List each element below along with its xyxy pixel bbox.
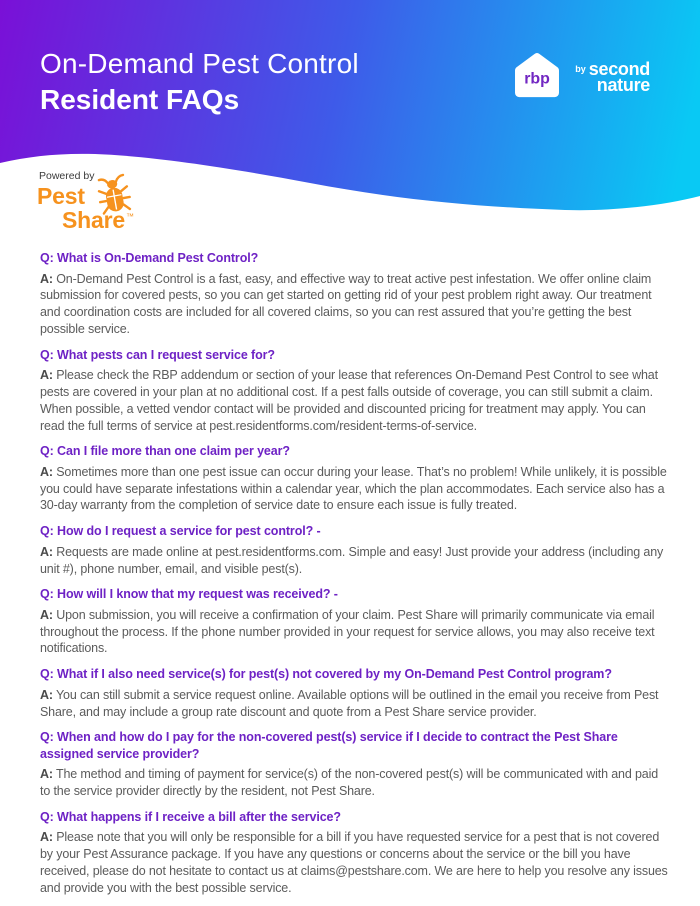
faq-question: Q: What if I also need service(s) for pest(s) not covered by my On-Demand Pest Control program? <box>40 667 612 682</box>
faq-question: Q: What happens if I receive a bill after the service? <box>40 809 341 824</box>
faq-item <box>40 729 670 800</box>
answer-prefix: A: <box>40 368 53 383</box>
faq-answer <box>40 687 670 721</box>
faq-answer <box>40 271 670 338</box>
faq-question: Q: What is On-Demand Pest Control? <box>40 251 259 265</box>
pest-share-wordmark-line1: Pest <box>37 183 85 209</box>
pest-share-logo <box>37 168 207 240</box>
faq-question: Q: How will I know that my request was received? - <box>40 587 338 602</box>
faq-item <box>40 586 670 657</box>
faq-item <box>40 347 670 435</box>
answer-prefix: A: <box>40 464 53 479</box>
faq-item <box>40 523 670 577</box>
powered-by-label: Powered by <box>39 170 95 182</box>
answer-text: The method and timing of payment for service(s) of the non-covered pest(s) will be communicated with and paid to the service provider directly by the resident, not Pest Share. <box>40 767 658 799</box>
faq-list <box>0 220 700 897</box>
second-nature-wordmark <box>575 61 650 93</box>
answer-text: Upon submission, you will receive a confirmation of your claim. Pest Share will primarily communicate via email throughout the process. If the phone number provided in your request for service allows, you may also receive text notifications. <box>40 607 655 656</box>
logo-brand-line1: second <box>588 59 650 79</box>
faq-answer <box>40 766 670 800</box>
faq-question: Q: How do I request a service for pest control? - <box>40 524 321 539</box>
answer-text: Sometimes more than one pest issue can occur during your lease. That’s no problem! While unlikely, it is possible you could have separate infestations within a calendar year, which the plan accommodates. Each service also has a 30-day warranty from the completion of service date to ensure each issue is fully treated. <box>40 464 667 513</box>
faq-question: Q: Can I file more than one claim per year? <box>40 444 290 459</box>
answer-prefix: A: <box>40 607 53 622</box>
answer-prefix: A: <box>40 687 53 702</box>
faq-answer <box>40 607 670 657</box>
answer-text: On-Demand Pest Control is a fast, easy, and effective way to treat active pest infestation. We offer online claim submission for covered pests, so you can get started on getting rid of your pest problem right away. Our treatment and coordination costs are included for all covered claims, so you can rest assured that you’re getting the best possible service. <box>40 271 652 336</box>
trademark-symbol: ™ <box>125 212 134 221</box>
answer-text: Please check the RBP addendum or section of your lease that references On-Demand Pest Control to see what pests are covered in your plan at no additional cost. If a pest falls outside of coverage, you can still submit a claim. When possible, a vetted vendor contact will be provided and discounted pricing for treatment may apply. You can read the full terms of service at pest.residentforms.com/resident-terms-of-service. <box>40 368 658 433</box>
answer-prefix: A: <box>40 830 53 845</box>
faq-question: Q: What pests can I request service for? <box>40 347 275 362</box>
pest-share-wordmark-line2: Share™ <box>62 207 134 233</box>
answer-text: You can still submit a service request online. Available options will be outlined in the email you receive from Pest Share, and may include a group rate discount and quote from a Pest Share service provider. <box>40 687 659 719</box>
faq-item <box>40 666 670 720</box>
title-block <box>40 46 508 118</box>
header-content <box>0 0 700 118</box>
document-title: On-Demand Pest Control <box>40 48 359 79</box>
faq-question: Q: When and how do I pay for the non-covered pest(s) service if I decide to contract the Pest Share assigned service provider? <box>40 730 618 761</box>
rbp-house-badge-icon <box>508 48 566 106</box>
document-subtitle: Resident FAQs <box>40 84 240 115</box>
faq-item <box>40 250 670 338</box>
faq-item <box>40 809 670 897</box>
rbp-second-nature-logo <box>508 48 650 106</box>
faq-answer <box>40 464 670 514</box>
faq-answer <box>40 829 670 896</box>
faq-answer <box>40 367 670 434</box>
answer-prefix: A: <box>40 544 53 559</box>
faq-answer <box>40 544 670 578</box>
answer-text: Requests are made online at pest.residentforms.com. Simple and easy! Just provide your address (including any unit #), phone number, email, and visible pest(s). <box>40 544 664 576</box>
logo-brand-line2: nature <box>596 75 650 95</box>
answer-prefix: A: <box>40 271 53 286</box>
rbp-logo-text: rbp <box>524 70 551 88</box>
answer-text: Please note that you will only be responsible for a bill if you have requested service for a pest that is not covered by your Pest Assurance package. If you have any questions or concerns about the service or the bill you have received, please do not hesitate to contact us at claims@pestshare.com. We are here to help you resolve any issues and provide you with the best possible service. <box>40 830 668 895</box>
answer-prefix: A: <box>40 767 53 782</box>
logo-by-label: by <box>575 64 586 74</box>
faq-item <box>40 443 670 514</box>
